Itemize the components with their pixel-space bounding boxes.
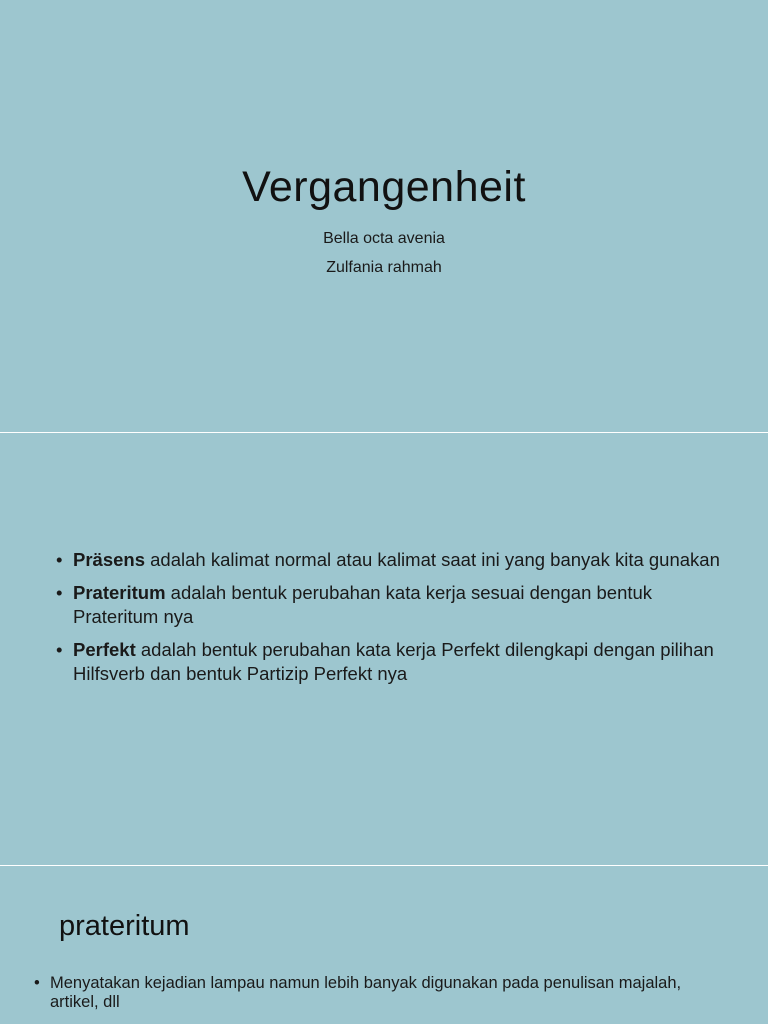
term-label: Präsens: [73, 549, 145, 570]
author-name: Zulfania rahmah: [326, 259, 442, 276]
list-item: [34, 974, 734, 1012]
term-label: Perfekt: [73, 639, 136, 660]
bullet-icon: •: [56, 549, 63, 570]
bullet-icon: •: [56, 639, 63, 660]
bullet-text: Menyatakan kejadian lampau namun lebih banyak digunakan pada penulisan majalah, artikel, dll: [50, 974, 682, 1011]
slide-3: [0, 866, 768, 1024]
slide-2: [0, 433, 768, 865]
bullet-list: [56, 548, 736, 695]
term-definition: adalah bentuk perubahan kata kerja sesuai dengan bentuk Prateritum nya: [73, 582, 653, 627]
list-item: [56, 548, 736, 572]
list-item: [56, 581, 736, 629]
slide-title: Vergangenheit: [242, 163, 526, 211]
bullet-list: [34, 974, 734, 1012]
term-definition: adalah bentuk perubahan kata kerja Perfekt dilengkapi dengan pilihan Hilfsverb dan bentuk Partizip Perfekt nya: [73, 639, 714, 684]
slide-heading: prateritum: [59, 910, 190, 942]
bullet-icon: •: [34, 974, 40, 992]
term-label: Prateritum: [73, 582, 166, 603]
list-item: [56, 638, 736, 686]
slide-1: [0, 0, 768, 432]
author-name: Bella octa avenia: [323, 230, 445, 247]
term-definition: adalah kalimat normal atau kalimat saat ini yang banyak kita gunakan: [145, 549, 720, 570]
bullet-icon: •: [56, 582, 63, 603]
